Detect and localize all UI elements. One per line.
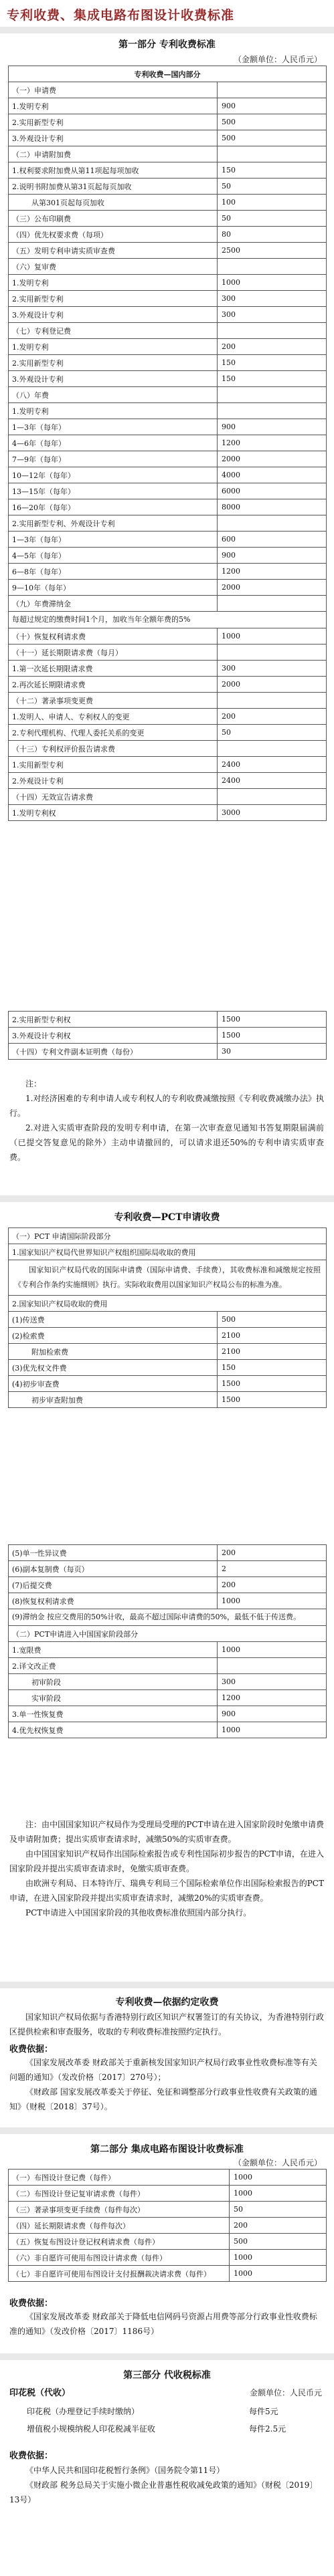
fee-amount: 500 [218, 130, 327, 146]
table-row [9, 693, 327, 709]
fee-amount: 2000 [218, 677, 327, 693]
table-row [9, 275, 327, 291]
table-row [9, 162, 327, 179]
hk-header: 专利收费—依据约定收费 [115, 1997, 219, 2008]
fee-item-label: （八）年费 [9, 387, 218, 403]
fee-amount: 2 [218, 1561, 327, 1577]
fee-amount: 1000 [218, 1642, 327, 1658]
pct-fee-table-cont [8, 1544, 327, 1738]
table-row [9, 2266, 327, 2282]
fee-item-label: 1.第一次延长期限请求费 [9, 661, 218, 677]
fee-item-label: (4)初步审查费 [9, 1376, 218, 1392]
basis-label: 收费依据： [9, 2299, 54, 2309]
table-row [9, 1674, 327, 1690]
fee-item-label: （十）恢复权利请求费 [9, 628, 218, 645]
pct-subsection: （一）PCT 申请国际阶段部分 [9, 1228, 327, 1244]
fee-amount: 8000 [218, 499, 327, 515]
pct-fee-table [8, 1227, 327, 1408]
fee-item-label: 2.再次延长期限请求费 [9, 677, 218, 693]
fee-amount: 1200 [218, 435, 327, 451]
fee-amount: 150 [218, 355, 327, 371]
fee-amount: 1200 [218, 564, 327, 580]
fee-item-label: (6)副本复制费（每页） [9, 1561, 218, 1577]
fee-amount: 900 [218, 1706, 327, 1722]
fee-amount: 80 [218, 227, 327, 243]
fee-amount: 1000 [230, 2266, 327, 2282]
fee-item-label: 2.实用新型专利 [9, 114, 218, 130]
tax-amount: 每件2.5元 [249, 2424, 286, 2434]
fee-amount: 1000 [218, 275, 327, 291]
fee-amount [218, 789, 327, 805]
table-row [9, 2186, 327, 2202]
part3-unit: 金额单位：人民币元 [249, 2388, 322, 2397]
fee-amount [218, 403, 327, 419]
fee-item-label: （十三）专利权评价报告请求费 [9, 741, 218, 757]
fee-amount: 900 [218, 98, 327, 114]
part2-title: 第二部分 集成电路布图设计收费标准 [90, 2144, 244, 2155]
table-row [9, 2202, 327, 2218]
fee-amount: 30 [218, 1044, 327, 1060]
fee-item-label: 初审阶段 [9, 1674, 218, 1690]
table-row [9, 1690, 327, 1706]
fee-amount: 1200 [218, 1690, 327, 1706]
fee-item-label: 3.外观设计专利 [9, 371, 218, 387]
table-row [9, 243, 327, 259]
fee-amount: 50 [218, 179, 327, 195]
table-row [9, 195, 327, 211]
section-divider [0, 1195, 334, 1202]
table-row [9, 1028, 327, 1044]
fee-amount: 500 [218, 114, 327, 130]
table-row [9, 387, 327, 403]
tax-amount: 每件5元 [249, 2407, 278, 2416]
fee-amount [218, 693, 327, 709]
table-row [9, 2250, 327, 2266]
fee-item-label: 4.优先权恢复费 [9, 1722, 218, 1738]
fee-amount: 50 [218, 725, 327, 741]
table-row [9, 532, 327, 548]
fee-item-label: (1)传送费 [9, 1312, 218, 1328]
table-row [9, 661, 327, 677]
fee-amount: 300 [218, 291, 327, 307]
fee-item-label: 初步审查附加费 [9, 1392, 218, 1408]
table-row [9, 403, 327, 419]
fee-item-label: 实审阶段 [9, 1690, 218, 1706]
table-row [9, 291, 327, 307]
table-row [9, 773, 327, 789]
paragraph: 《财政部 国家发展改革委关于停征、免征和调整部分行政事业性收费有关政策的通知》（财税〔2018〕37号）。 [9, 2087, 317, 2111]
table-row [9, 211, 327, 227]
paragraph: PCT申请进入中国国家阶段的其他收费标准依照国内部分执行。 [25, 1908, 252, 1917]
table-row [9, 1545, 327, 1561]
table-row [9, 1044, 327, 1060]
table-row [9, 548, 327, 564]
fee-item-label: 2.译文改正费 [9, 1658, 218, 1674]
fee-amount [218, 596, 327, 612]
fee-amount: 1000 [218, 1722, 327, 1738]
fee-amount: 200 [218, 1577, 327, 1593]
fee-amount: 1500 [218, 1012, 327, 1028]
table-row [9, 628, 327, 645]
fee-amount: 300 [218, 307, 327, 323]
table-row [9, 1706, 327, 1722]
fee-item-label: 4—6年（每年） [9, 435, 218, 451]
fee-amount [218, 146, 327, 162]
fee-item-label: (8)恢复权利请求费 [9, 1593, 218, 1609]
table-row [9, 2218, 327, 2234]
fee-amount: 150 [218, 1360, 327, 1376]
fee-amount [218, 387, 327, 403]
fee-item-label: 2.实用新型专利 [9, 291, 218, 307]
paragraph: 由中国国家知识产权局作出国际检索报告或专利性国际初步报告的PCT申请，在进入国家阶段并提出实质审查请求时，免缴实质审查费。 [9, 1849, 324, 1873]
table-header-row [9, 66, 327, 82]
fee-item-label: (9)滞纳金 按应交费用的50%计收，最高不超过国际申请费的50%，最低不低于传送费。 [9, 1609, 327, 1626]
fee-item-label: （五）恢复布图设计登记权利请求费（每件） [9, 2234, 230, 2250]
fee-amount [218, 645, 327, 661]
fee-item-label: （五）发明专利申请实质审查费 [9, 243, 218, 259]
fee-item-label: 4—5年（每年） [9, 548, 218, 564]
fee-amount: 1000 [218, 1593, 327, 1609]
fee-amount: 50 [218, 211, 327, 227]
fee-item-label: （一）布图设计登记费（每件） [9, 2170, 230, 2186]
table-row [9, 259, 327, 275]
table-row [9, 1312, 327, 1328]
section-divider [0, 2353, 334, 2360]
table-row [9, 612, 327, 628]
fee-amount: 150 [218, 162, 327, 179]
hk-text: 国家知识产权局依据与香港特别行政区知识产权署签订的有关协议，为香港特别行政区提供检索和审查服务，收取的专利收费标准按照约定执行。 [9, 2012, 324, 2036]
fee-item-label: （六）复审费 [9, 259, 218, 275]
paragraph: 由欧洲专利局、日本特许厅、瑞典专利局三个国际检索单位作出国际检索报告的PCT申请，在进入国家阶段并提出实质审查请求时，减缴20%的实质审查费。 [9, 1879, 324, 1903]
section-divider [0, 27, 334, 33]
domestic-header: 专利收费—国内部分 [9, 66, 327, 82]
fee-item-label: 3.外观设计专利权 [9, 1028, 218, 1044]
fee-item-label: 1—3年（每年） [9, 532, 218, 548]
basis-list [9, 2055, 324, 2114]
table-row [9, 1392, 327, 1408]
fee-item-label: 从第301页起每页加收 [9, 195, 218, 211]
fee-item-label: （三）著录事项变更手续费（每件每次） [9, 2202, 230, 2218]
fee-item-label: 附加检索费 [9, 1344, 218, 1360]
table-row [9, 1228, 327, 1244]
table-row [9, 451, 327, 467]
fee-amount [218, 1658, 327, 1674]
paragraph: 《中华人民共和国印花税暂行条例》（国务院令第11号） [25, 2466, 225, 2475]
table-row [9, 2234, 327, 2250]
domestic-note [9, 1076, 324, 1165]
fee-item-label: （一）申请费 [9, 82, 218, 98]
paragraph: 1.对经济困难的专利申请人或专利权人的专利收费减缴按照《专利收费减缴办法》执行。 [9, 1094, 324, 1118]
basis-label: 收费依据： [9, 2451, 54, 2461]
fee-item-label: 1.宽限费 [9, 1642, 218, 1658]
fee-amount: 300 [218, 1674, 327, 1690]
table-row [9, 1344, 327, 1360]
table-row [9, 1642, 327, 1658]
table-row [9, 789, 327, 805]
fee-amount: 500 [218, 1312, 327, 1328]
table-row [9, 371, 327, 387]
fee-item-label: (5)单一性异议费 [9, 1545, 218, 1561]
table-row [9, 355, 327, 371]
fee-item-label: (7)后提交费 [9, 1577, 218, 1593]
fee-amount: 1500 [218, 1028, 327, 1044]
fee-item-label: （十四）无效宣告请求费 [9, 789, 218, 805]
paragraph: 注： [25, 1079, 42, 1088]
table-row [9, 515, 327, 532]
table-row [9, 323, 327, 339]
fee-item-label: 1.发明专利 [9, 339, 218, 355]
fee-item-label: （九）年费滞纳金 [9, 596, 218, 612]
table-row [9, 1577, 327, 1593]
fee-item-label: （四）延长期限请求费（每件每次） [9, 2218, 230, 2234]
fee-amount: 2100 [218, 1328, 327, 1344]
fee-amount: 300 [218, 661, 327, 677]
table-row [9, 467, 327, 483]
table-row [9, 645, 327, 661]
part1-unit: （金额单位：人民币元） [233, 55, 322, 64]
fee-amount: 6000 [218, 483, 327, 499]
table-row [9, 757, 327, 773]
layout-design-fee-table [8, 2169, 327, 2282]
basis-list [9, 2309, 324, 2339]
table-row [9, 483, 327, 499]
pct-subsection: （二）PCT申请进入中国国家阶段部分 [9, 1626, 327, 1642]
table-row [9, 435, 327, 451]
fee-item-label: 2.专利代理机构、代理人委托关系的变更 [9, 725, 218, 741]
fee-item-label: 3.外观设计专利 [9, 130, 218, 146]
fee-item-label: 1.发明专利 [9, 275, 218, 291]
fee-item-label: （四）优先权要求费（每项） [9, 227, 218, 243]
fee-item-label: （十二）著录事项变更费 [9, 693, 218, 709]
pct-subsection: 1.国家知识产权局代世界知识产权组织国际局收取的费用 [9, 1244, 327, 1260]
fee-amount: 2000 [218, 580, 327, 596]
fee-amount: 100 [218, 195, 327, 211]
fee-amount: 1000 [230, 2170, 327, 2186]
fee-amount: 1500 [218, 1376, 327, 1392]
paragraph: 注：由中国国家知识产权局作为受理局受理的PCT申请在进入国家阶段时免缴申请费及申请附加费；提出实质审查请求时，减缴50%的实质审查费。 [9, 1820, 324, 1844]
basis-list [9, 2463, 324, 2507]
fee-item-label: （十一）延长期限请求费（每月） [9, 645, 218, 661]
domestic-fee-table-cont [8, 1011, 327, 1060]
fee-item-label: （二）申请附加费 [9, 146, 218, 162]
fee-item-label: 1.发明专利 [9, 403, 218, 419]
fee-amount: 1000 [230, 2250, 327, 2266]
pct-header: 专利收费—PCT申请收费 [114, 1212, 220, 1223]
table-row [9, 227, 327, 243]
fee-amount: 2000 [218, 451, 327, 467]
part3-title: 第三部分 代收税标准 [123, 2370, 211, 2381]
fee-item-label: (3)优先权文件费 [9, 1360, 218, 1376]
table-row [9, 1296, 327, 1312]
table-row [9, 1609, 327, 1626]
table-row [9, 1260, 327, 1296]
fee-amount: 900 [218, 419, 327, 435]
fee-amount: 150 [218, 371, 327, 387]
table-row [9, 1376, 327, 1392]
table-row [9, 580, 327, 596]
table-row [9, 741, 327, 757]
fee-amount [218, 323, 327, 339]
table-row [9, 146, 327, 162]
fee-item-label: 1.发明专利 [9, 98, 218, 114]
table-row [9, 98, 327, 114]
table-row [9, 1561, 327, 1577]
fee-amount: 500 [230, 2234, 327, 2250]
fee-amount: 200 [218, 339, 327, 355]
fee-item-label: （十四）专利文件副本证明费（每份） [9, 1044, 218, 1060]
fee-item-label: 10—12年（每年） [9, 467, 218, 483]
fee-item-label: 1—3年（每年） [9, 419, 218, 435]
fee-item-label: （三）公布印刷费 [9, 211, 218, 227]
fee-item-label: 2.实用新型专利权 [9, 1012, 218, 1028]
paragraph: 2.对进入实质审查阶段的发明专利申请，在第一次审查意见通知书答复期限届满前（已提交答复意见的除外）主动申请撤回的，可以请求退还50%的专利申请实质审查费。 [9, 1123, 324, 1162]
fee-amount: 3000 [218, 805, 327, 821]
table-row [9, 130, 327, 146]
fee-item-label: （二）布图设计登记复审请求费（每件） [9, 2186, 230, 2202]
section-divider [0, 1982, 334, 1988]
fee-item-label: 每超过规定的缴费时间1个月，加收当年全额年费的5% [9, 612, 327, 628]
fee-amount [218, 82, 327, 98]
basis-label: 收费依据： [9, 2044, 54, 2055]
paragraph: 《财政部 税务总局关于实施小微企业普惠性税收减免政策的通知》（财税〔2019〕13号） [9, 2480, 318, 2504]
fee-item-label: 1.发明专利权 [9, 805, 218, 821]
fee-item-label: （六）非自愿许可使用布图设计请求费（每件） [9, 2250, 230, 2266]
table-row [9, 499, 327, 515]
fee-item-label: （七）专利登记费 [9, 323, 218, 339]
table-row [9, 564, 327, 580]
fee-item-label: 9—10年（每年） [9, 580, 218, 596]
table-row [9, 82, 327, 98]
table-row [9, 307, 327, 323]
table-row [9, 1244, 327, 1260]
table-row [9, 805, 327, 821]
fee-amount: 2400 [218, 773, 327, 789]
fee-item-label: 2.实用新型专利 [9, 355, 218, 371]
fee-amount: 200 [218, 709, 327, 725]
fee-amount: 1000 [218, 628, 327, 645]
table-row [9, 709, 327, 725]
table-row [9, 1012, 327, 1028]
table-row [9, 1626, 327, 1642]
fee-amount: 200 [218, 1545, 327, 1561]
paragraph: 《国家发展改革委 财政部关于降低电信网码号资源占用费等部分行政事业性收费标准的通知》（发改价格〔2017〕1186号） [9, 2312, 317, 2336]
fee-item-label: 1.发明人、申请人、专利权人的变更 [9, 709, 218, 725]
part1-title: 第一部分 专利收费标准 [118, 39, 216, 50]
table-row [9, 596, 327, 612]
fee-amount: 900 [218, 548, 327, 564]
table-row [9, 725, 327, 741]
fee-amount: 4000 [218, 467, 327, 483]
fee-amount: 2400 [218, 757, 327, 773]
part2-unit: （金额单位：人民币元） [233, 2158, 322, 2168]
paragraph: 《国家发展改革委 财政部关于重新核发国家知识产权局行政事业性收费标准等有关问题的通知》（发改价格〔2017〕270号）； [9, 2058, 317, 2082]
fee-item-label: 3.外观设计专利 [9, 307, 218, 323]
fee-amount: 1500 [218, 1392, 327, 1408]
table-row [9, 677, 327, 693]
fee-item-label: 2.实用新型专利、外观设计专利 [9, 515, 218, 532]
table-row [9, 179, 327, 195]
fee-amount: 2500 [218, 243, 327, 259]
fee-item-label: 6—8年（每年） [9, 564, 218, 580]
tax-label: 增值税小规模纳税人印花税减半征收 [27, 2424, 156, 2434]
fee-item-label: （七）非自愿许可使用布图设计支付报酬裁决请求费（每件） [9, 2266, 230, 2282]
fee-item-label: 16—20年（每年） [9, 499, 218, 515]
table-row [9, 1658, 327, 1674]
fee-amount: 50 [230, 2202, 327, 2218]
pct-note [9, 1817, 324, 1920]
fee-item-label: 1.实用新型专利 [9, 757, 218, 773]
fee-item-label: 13—15年（每年） [9, 483, 218, 499]
domestic-fee-table [8, 66, 327, 821]
table-row [9, 419, 327, 435]
fee-item-label: 3.单一性恢复费 [9, 1706, 218, 1722]
page-title: 专利收费、集成电路布图设计收费标准 [7, 8, 235, 23]
table-row [9, 1722, 327, 1738]
table-row [9, 2170, 327, 2186]
section-divider [0, 2127, 334, 2134]
table-row [9, 114, 327, 130]
fee-amount [218, 259, 327, 275]
fee-amount: 1000 [230, 2186, 327, 2202]
fee-amount [218, 741, 327, 757]
fee-item-label: (2)检索费 [9, 1328, 218, 1344]
pct-subsection: 2.国家知识产权局收取的费用 [9, 1296, 327, 1312]
fee-item-label: 2.说明书附加费从第31页起每页加收 [9, 179, 218, 195]
table-row [9, 1360, 327, 1376]
fee-amount [218, 515, 327, 532]
fee-item-label: 1.权利要求附加费从第11项起每项加收 [9, 162, 218, 179]
stamp-tax-heading: 印花税（代收） [9, 2388, 71, 2398]
fee-amount: 200 [230, 2218, 327, 2234]
table-row [9, 1593, 327, 1609]
tax-label: 印花税（办理登记手续时缴纳） [27, 2407, 140, 2416]
fee-amount: 2100 [218, 1344, 327, 1360]
table-row [9, 1328, 327, 1344]
fee-item-label: 7—9年（每年） [9, 451, 218, 467]
fee-amount: 600 [218, 532, 327, 548]
table-row [9, 339, 327, 355]
fee-item-label: 2.外观设计专利 [9, 773, 218, 789]
pct-text: 国家知识产权局代收的国际申请费（国际申请费、手续费），其收费标准和减缴规定按照《专利合作条约实施细则》执行。实际收取费用以国家知识产权局公布的标准为准。 [9, 1260, 327, 1296]
